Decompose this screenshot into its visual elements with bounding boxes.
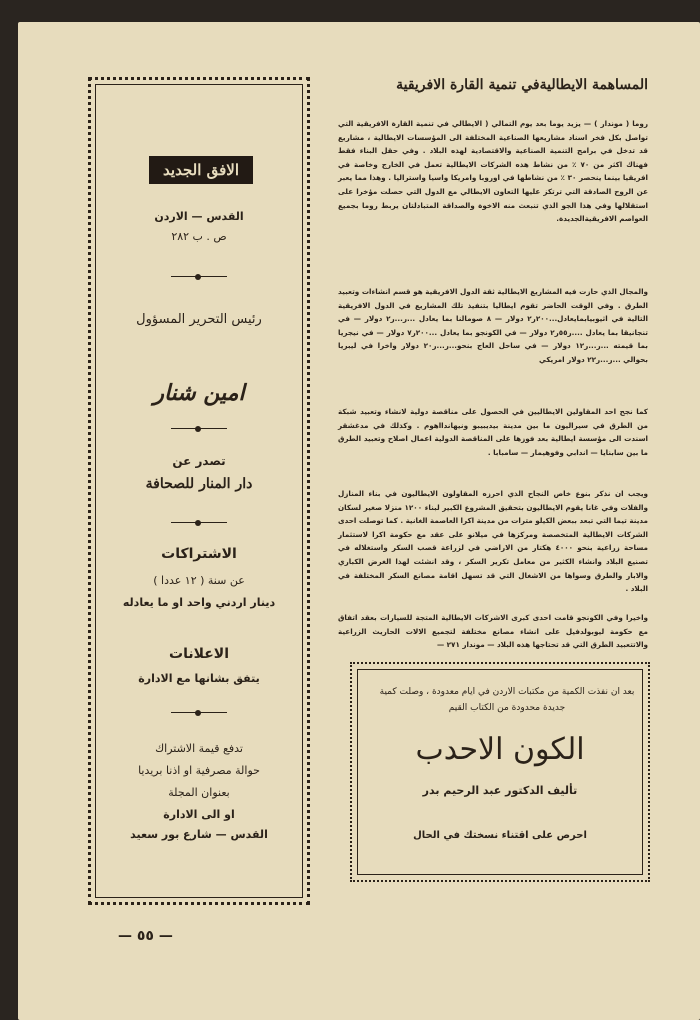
- subscriptions-title: الاشتراكات: [161, 546, 237, 562]
- divider: [171, 428, 227, 429]
- po-box: ص . ب ٢٨٢: [171, 230, 227, 243]
- location: القدس — الاردن: [154, 210, 244, 223]
- divider: [171, 712, 227, 713]
- article-paragraph: روما ( موندار ) — يزيد يوما بعد يوم التمالي ( الايطالي في تنمية القارة الافريقية التي تواصل بكل فخر اسناد مشاريعها الصناعية المختلفة الى المؤسسات الايطالية ، مشاريع قد تدخل في برامج التنمية الصناعية والاقتصادية لهذه البلاد . وفي حقل البناء فقط فهناك اكثر من ٧٠ ٪ من نشاط هذه الشركات الايطالية تعمل في الخارج وخاصة في افريقيا بينما ينحصر ٣٠ ٪ من نشاطها في اوروبا وامريكا واسيا واستراليا . وهذا مما يعبر عن الروح الصادقة التي ترتكز عليها التعاون الايطالي مع الدول التي حصلت مؤخرا على استقلالها وفي هذا الجو الذي تنبعث منه الاخوة والصداقة المتبادلتان يربط روما بجميع العواصم الافريقيةالجديدة.: [338, 119, 648, 224]
- article-paragraph: والمجال الذي حازت فيه المشاريع الايطالية ثقة الدول الافريقية هو قسم انشاءات وتعبيد الطرق . وفي الوقت الحاضر تقوم ايطاليا بتنفيذ تلك المشاريع في الدول الافريقية التالية في اثيوبيابمايعادل...٢٠٠ر٢ دولار — ٨ صومالنا بما يعادل ...ر...ر٢ دولار — في تنجانيقا بما يعادل ....ر٥٥ر٢ دولار — في الكونجو بما يعادل ...٢٠٠ر٧ دولار — في نيجريا بما قيمته ...ر...ر١٢ دولار — في ساحل العاج بنحو...ر...ر٢٠ دولار واخرا في ليبريا بحوالي ...ر...ر٢٢ دولار امريكي: [338, 287, 648, 364]
- publisher-name: دار المنار للصحافة: [145, 476, 253, 492]
- payment-line: تدفع قيمة الاشتراك: [155, 742, 243, 755]
- advert-intro: بعد ان نفذت الكمية من مكتبات الاردن في ايام معدودة ، وصلت كمية جديدة محدودة من الكتاب القيم: [379, 687, 635, 713]
- editor-label: رئيس التحرير المسؤول: [136, 312, 262, 327]
- payment-line: بعنوان المجلة: [168, 786, 230, 799]
- magazine-page: [18, 22, 700, 1020]
- book-author: تأليف الدكتور عبد الرحيم بدر: [422, 784, 578, 797]
- ads-title: الاعلانات: [169, 646, 229, 662]
- advert-cta: احرص على اقتناء نسختك في الحال: [413, 830, 587, 841]
- article-paragraph: ويجب ان نذكر بنوع خاص النجاح الذي احرزه المقاولون الايطاليون في بناء المنازل والفلات وفي غانا يقوم الايطاليون بتحقيق المشروع الكبير لبناء ١٢٠٠ منزلا صغير لسكان مدينة تيما التي تبعد ببعض الكيلو مترات من مدينة اكرا العاصمة الغانية . كما توصلت احدى الشركات الايطالية المتخصصة ومركزها في ميلانو على عقد مع حكومة اكرا لاستثمار مساحة زراعية بنحو ٤٠٠٠ هكتار من الاراضي في لزراعة قصب السكر واستغلاله في تصنيع البلاد وانشاء الكثير من معامل تكرير السكر ، وقد انشئت لهذا الغرض الكباري والابار والطرق وسواها من الاشغال التي قد تسهل اقامة مصانع السكر المختلفة في البلاد .: [338, 489, 648, 594]
- article-paragraph: كما نجح احد المقاولين الايطاليين في الحصول على مناقصة دولية لانشاء وتعبيد شبكة من الطرق في سيراليون ما بين مدينة بيديبيبو ونيهاندااهوم . وكذلك في مدغشقر اسندت الى مؤسسة ايطالية بعد فوزها على المناقصة الدولية اعمال اصلاح وتعبيد الطرق ما بين سابنايا — اندابي وفوهيمار — سامبابا .: [338, 407, 648, 457]
- article-paragraph: واخيرا وفي الكونجو قامت احدى كبرى الاشركات الايطالية المتجة للسيارات بعقد اتفاق مع حكومة ليوبولدفيل على انشاء مصانع مختلفة لتجميع الالات الحاريث الزراعية والاتتعبيد الطرق التي قد تحتاجها هذه البلاد — موندار ٢٧١ —: [338, 613, 648, 650]
- page-number: — ٥٥ —: [118, 928, 173, 944]
- subscription-period: عن سنة ( ١٢ عددا ): [153, 574, 245, 587]
- magazine-logo: الافق الجديد: [149, 156, 253, 184]
- divider: [171, 276, 227, 277]
- subscription-price: دينار اردني واحد او ما يعادله: [122, 596, 276, 609]
- masthead-sidebar: [88, 77, 310, 905]
- editor-signature: امين شنار: [153, 380, 245, 406]
- payment-line: حوالة مصرفية او اذنا بريديا: [138, 764, 260, 777]
- payment-admin: او الى الادارة: [163, 808, 235, 821]
- publisher-label: تصدر عن: [172, 454, 226, 468]
- address: القدس — شارع بور سعيد: [130, 828, 268, 841]
- divider: [171, 522, 227, 523]
- article-title: المساهمة الايطاليةفي تنمية القارة الافريقية: [396, 77, 648, 93]
- book-title: الكون الاحدب: [415, 732, 585, 767]
- book-advert: [350, 662, 650, 882]
- ads-text: يتفق بشانها مع الادارة: [138, 672, 260, 685]
